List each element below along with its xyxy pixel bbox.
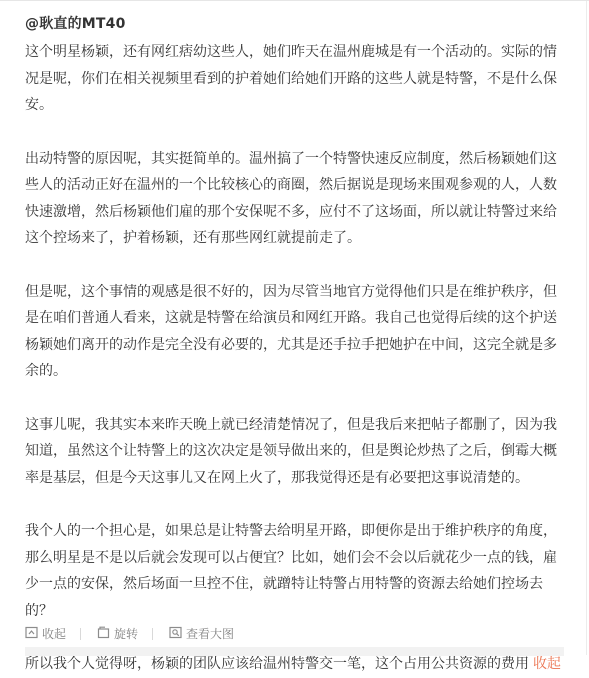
post-paragraph-3: 但是呢，这个事情的观感是很不好的，因为尽管当地官方觉得他们只是在维护秩序，但是在咱们普通人看来，这就是特警在给演员和网红开路。我自己也觉得后续的这个护送杨颖她们离开的动作是完全没有必要的，尤其是还手拉手把她护在中间，这完全就是多余的。 xyxy=(25,283,557,379)
post-paragraph-5: 我个人的一个担心是，如果总是让特警去给明星开路，即便你是出于维护秩序的角度，那么明星是不是以后就会发现可以占便宜？比如，她们会不会以后就花少一点的钱，雇少一点的安保，然后场面一旦控不住，就蹭特让特警占用特警的资源去给她们控场去的？ xyxy=(25,523,557,619)
rotate-button[interactable] xyxy=(97,625,153,642)
rotate-label: 旋转 xyxy=(114,627,139,641)
collapse-label: 收起 xyxy=(42,627,67,641)
post-paragraph-1: 这个明星杨颖，还有网红痞幼这些人，她们昨天在温州鹿城是有一个活动的。实际的情况是呢，你们在相关视频里看到的护着她们给她们开路的这些人就是特警，不是什么保安。 xyxy=(25,44,557,113)
view-large-button[interactable] xyxy=(169,625,234,642)
collapse-text-link[interactable]: 收起 xyxy=(533,656,561,672)
post-body xyxy=(25,39,567,678)
view-large-label: 查看大图 xyxy=(186,627,235,641)
card-right-border xyxy=(586,1,587,655)
view-large-icon xyxy=(169,626,186,642)
action-divider xyxy=(80,628,81,640)
post-paragraph-2: 出动特警的原因呢，其实挺简单的。温州搞了一个特警快速反应制度，然后杨颖她们这些人的活动正好在温州的一个比较核心的商圈，然后据说是现场来围观参观的人，人数快速激增，然后杨颖他们雇的那个安保呢不多，应付不了这场面，所以就让特警过来给这个控场来了，护着杨颖，还有那些网红就提前走了。 xyxy=(25,150,557,246)
post-paragraph-4: 这事儿呢，我其实本来昨天晚上就已经清楚情况了，但是我后来把帖子都删了，因为我知道，虽然这个让特警上的这次决定是领导做出来的，但是舆论炒热了之后，倒霉大概率是基层，但是今天这事儿又在网上火了，那我觉得还是有必要把这事说清楚的。 xyxy=(25,416,557,486)
post-author[interactable]: @耿直的MT40 xyxy=(25,16,126,32)
image-action-bar xyxy=(25,625,250,642)
rotate-icon xyxy=(97,626,114,642)
action-divider xyxy=(152,628,153,640)
collapse-icon xyxy=(25,626,42,642)
collapse-button[interactable] xyxy=(25,625,81,642)
post-paragraph-6-text: 所以我个人觉得呀，杨颖的团队应该给温州特警交一笔，这个占用公共资源的费用 xyxy=(25,656,529,672)
